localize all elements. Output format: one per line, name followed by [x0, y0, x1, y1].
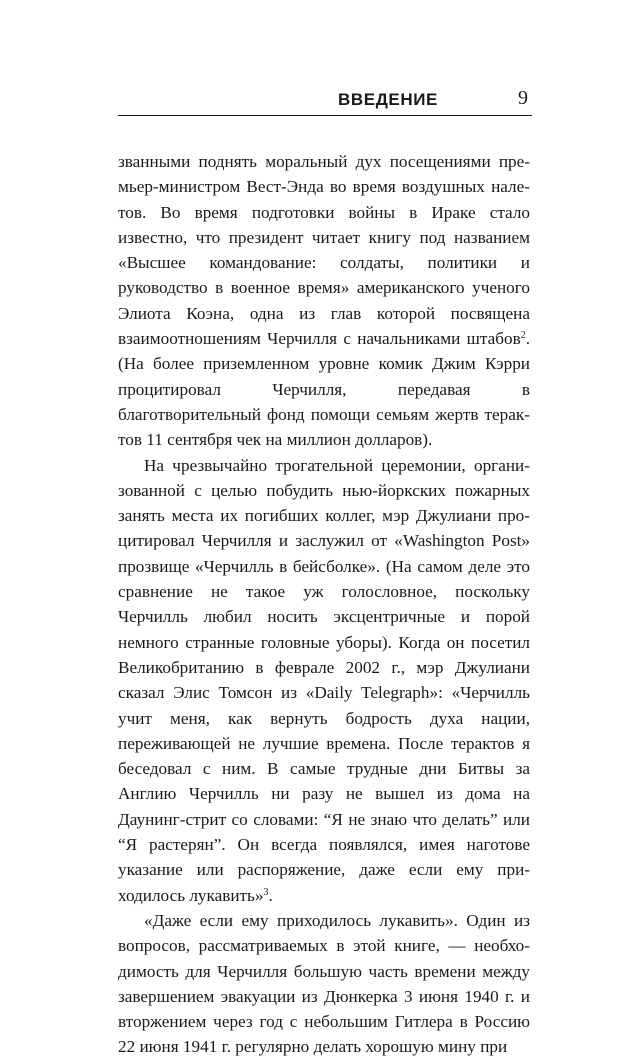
paragraph-2-text-end: . [268, 885, 273, 905]
paragraph-2-text: На чрезвычайно трогательной церемонии, организованной с целью побудить нью-йоркских пожарных занять места их погибших коллег, мэр Джулиани процитировал Черчилля и заслужил от «Washington Post» прозвище «Черчилль в бейсболке». (На самом деле это сравнение не такое уж голословное, поскольку Черчилль любил носить эксцентричные и порой немного странные головные уборы). Когда он посетил Великобританию в феврале 2002 г., мэр Джулиани сказал Элис Томсон из «Daily Telegraph»: «Черчилль учит меня, как вернуть бодрость духа нации, переживающей не лучшие времена. После терактов я беседовал с ним. В самые трудные дни Битвы за Англию Черчилль ни разу не вышел из дома на Даунинг-стрит со словами: “Я не знаю что делать” или “Я растерян”. Он всегда появлялся, имея наготове указание или распоряжение, даже если ему приходилось лукавить» [118, 455, 530, 905]
running-header [118, 89, 532, 116]
paragraph-2 [118, 453, 530, 908]
footnote-ref-2[interactable]: 2 [520, 330, 526, 342]
paragraph-3-text: «Даже если ему приходилось лукавить». Один из вопросов, рассматриваемых в этой книге, — необходимость для Черчилля большую часть времени между завершением эвакуации из Дюнкерка 3 июня 1940 г. и вторжением через год с небольшим Гитлера в Россию 22 июня 1941 г. регулярно делать хорошую мину при [118, 910, 530, 1057]
page-number: 9 [518, 87, 528, 109]
paragraph-3 [118, 908, 530, 1060]
footnote-ref-3[interactable]: 3 [263, 886, 269, 898]
paragraph-1-text: званными поднять моральный дух посещениями премьер-министром Вест-Энда во время воздушных налетов. Во время подготовки войны в Ираке стало известно, что президент читает книгу под названием «Высшее командование: солдаты, политики и руководство в военное время» американского ученого Элиота Коэна, одна из глав которой посвящена взаимоотношениям Черчилля с начальниками штабов [118, 152, 530, 349]
section-title: ВВЕДЕНИЕ [338, 90, 438, 109]
paragraph-1-text-end: . (На более приземленном уровне комик Джим Кэрри процитировал Черчилля, передавая в благотворительный фонд помощи семьям жертв терактов 11 сентября чек на миллион долларов). [118, 329, 530, 450]
paragraph-1 [118, 149, 530, 453]
body-text [118, 149, 530, 1060]
